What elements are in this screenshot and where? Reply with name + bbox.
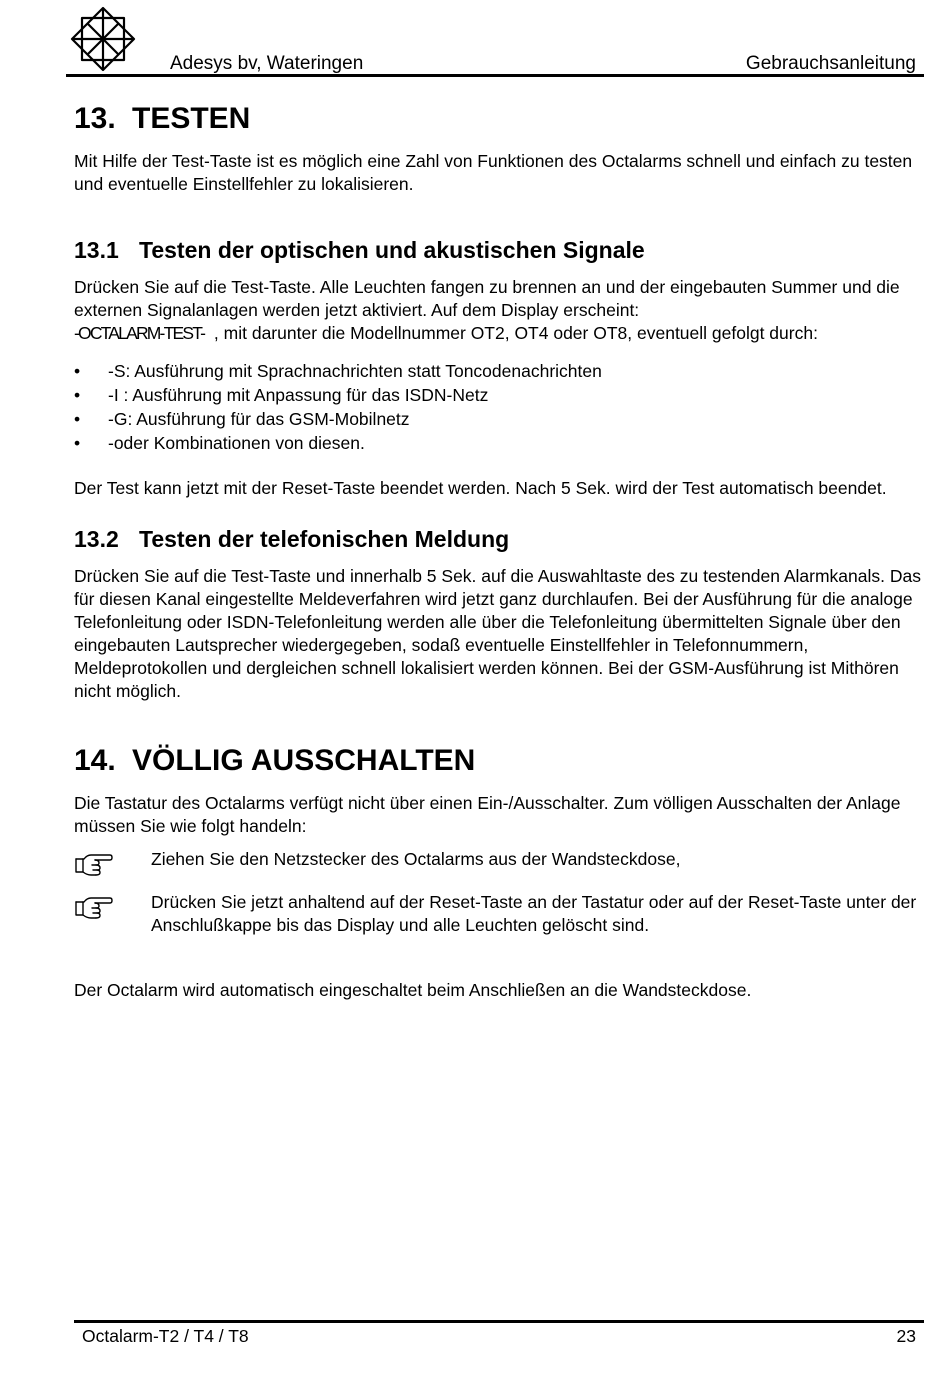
section-13-heading bbox=[74, 100, 924, 138]
list-item: • -S: Ausführung mit Sprachnachrichten statt Toncodenachrichten bbox=[74, 361, 602, 381]
header-rule bbox=[66, 74, 924, 77]
list-item: • -G: Ausführung für das GSM-Mobilnetz bbox=[74, 409, 410, 429]
display-text: -OCTALARM-TEST- bbox=[74, 323, 205, 343]
header-company: Adesys bv, Wateringen bbox=[170, 53, 364, 74]
section-13-intro: Mit Hilfe der Test-Taste ist es möglich eine Zahl von Funktionen des Octalarms schnell und einfach zu testen und eventuelle Einstellfehler zu lokalisieren. bbox=[74, 151, 913, 194]
section-13-2-heading bbox=[74, 524, 924, 554]
section-14-intro: Die Tastatur des Octalarms verfügt nicht über einen Ein-/Ausschalter. Zum völligen Ausschalten der Anlage müssen Sie wie folgt handeln: bbox=[74, 793, 901, 836]
header-document-title: Gebrauchsanleitung bbox=[745, 53, 916, 74]
list-item: • -oder Kombinationen von diesen. bbox=[74, 433, 365, 453]
section-13-2-paragraph: Drücken Sie auf die Test-Taste und innerhalb 5 Sek. auf die Auswahltaste des zu testenden Alarmkanals. Das für diesen Kanal eingestellte Meldeverfahren wird jetzt ganz durchlaufen. Bei der Ausführung für die analoge Telefonleitung oder ISDN-Telefonleitung werden alle über die Telefonleitung übermittelten Signale über den eingebauten Lautsprecher wiedergegeben, sodaß eventuelle Einstellfehler in Telefonnummern, Meldeprotokollen und dergleichen schnell lokalisiert werden können. Bei der GSM-Ausführung ist Mithören nicht möglich. bbox=[74, 566, 921, 701]
step-item: Drücken Sie jetzt anhaltend auf der Reset-Taste an der Tastatur oder auf der Reset-Taste unter der Anschlußkappe bis das Display und alle Leuchten gelöscht sind. bbox=[74, 891, 924, 937]
adesys-logo bbox=[70, 6, 136, 72]
section-number: 13.1 bbox=[74, 237, 119, 263]
section-title: Testen der telefonischen Meldung bbox=[139, 526, 510, 552]
page-content bbox=[74, 100, 924, 1002]
section-title: Testen der optischen und akustischen Signale bbox=[139, 237, 645, 263]
section-13-1-heading bbox=[74, 235, 924, 265]
bullet-icon: • bbox=[74, 409, 81, 429]
bullet-icon: • bbox=[74, 433, 81, 453]
section-title: TESTEN bbox=[132, 102, 251, 135]
section-13-1-paragraph-2: Der Test kann jetzt mit der Reset-Taste beendet werden. Nach 5 Sek. wird der Test automatisch beendet. bbox=[74, 478, 887, 498]
step-item: Ziehen Sie den Netzstecker des Octalarms aus der Wandsteckdose, bbox=[74, 848, 924, 871]
section-number: 13.2 bbox=[74, 526, 119, 552]
pointing-hand-icon bbox=[74, 850, 114, 878]
section-number: 14. bbox=[74, 744, 116, 777]
section-14-heading bbox=[74, 742, 924, 780]
footer-product: Octalarm-T2 / T4 / T8 bbox=[82, 1326, 249, 1346]
page-number: 23 bbox=[896, 1326, 916, 1346]
model-variant-list bbox=[74, 359, 924, 455]
section-13-1-paragraph: Drücken Sie auf die Test-Taste. Alle Leuchten fangen zu brennen an und der eingebauten Summer und die externen Signalanlagen werden jetzt aktiviert. Auf dem Display erscheint: -OCTALARM-TEST- , mit darunter die Modellnummer OT2, OT4 oder OT8, eventuell gefolgt durch: bbox=[74, 277, 900, 343]
section-14-outro: Der Octalarm wird automatisch eingeschaltet beim Anschließen an die Wandsteckdose. bbox=[74, 980, 752, 1000]
bullet-icon: • bbox=[74, 385, 81, 405]
section-title: VÖLLIG AUSSCHALTEN bbox=[132, 744, 476, 777]
bullet-icon: • bbox=[74, 361, 81, 381]
shutdown-steps bbox=[74, 848, 924, 937]
pointing-hand-icon bbox=[74, 893, 114, 921]
footer-rule bbox=[74, 1320, 924, 1323]
list-item: • -I : Ausführung mit Anpassung für das ISDN-Netz bbox=[74, 385, 489, 405]
section-number: 13. bbox=[74, 102, 116, 135]
